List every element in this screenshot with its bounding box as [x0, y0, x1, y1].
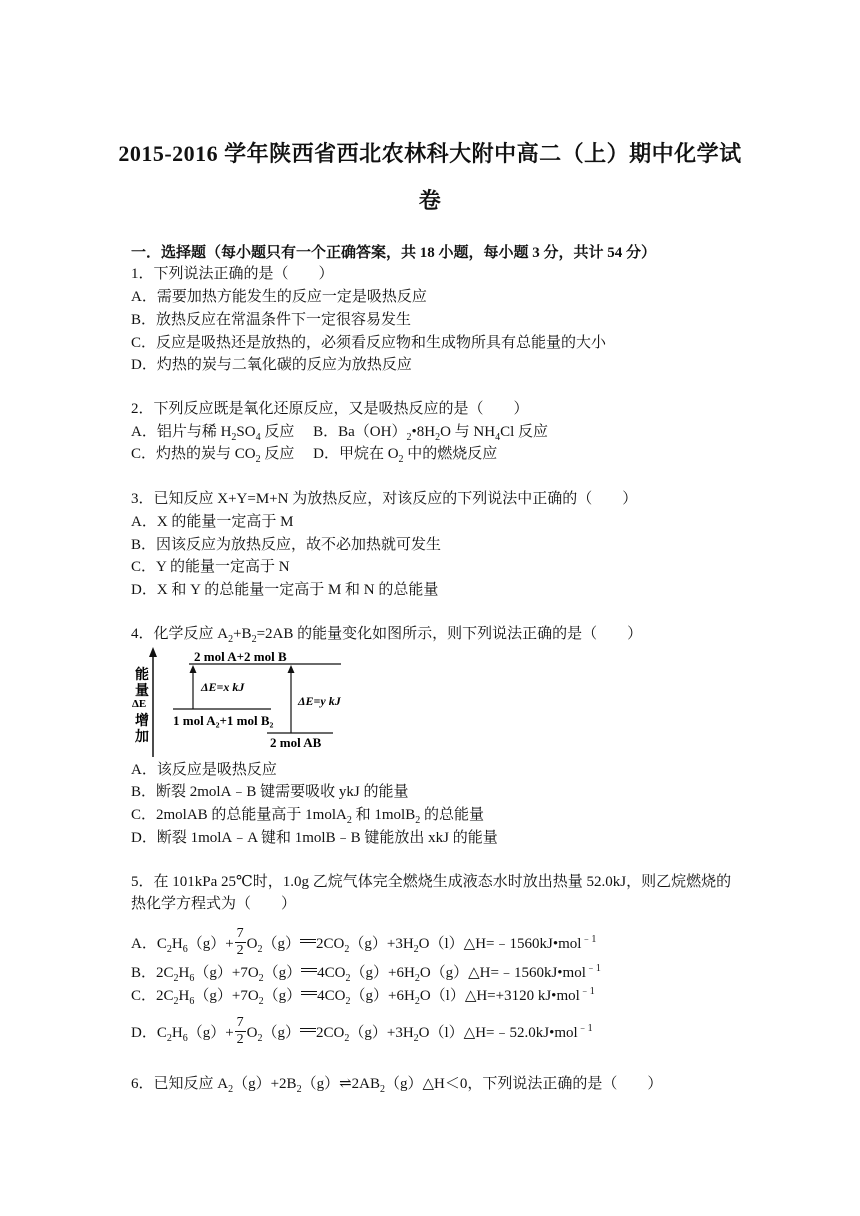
q4-option-d: D．断裂 1molA﹣A 键和 1molB﹣B 键能放出 xkJ 的能量 — [131, 830, 498, 846]
top-level-label: 2 mol A+2 mol B — [194, 649, 287, 664]
axis-char: 量 — [135, 684, 149, 699]
fraction-seven-halves: $\frac{7}{2}$ — [236, 1015, 244, 1047]
q1-option-b: B．放热反应在常温条件下一定很容易发生 — [131, 312, 412, 328]
q3-option-a: A．X 的能量一定高于 M — [131, 514, 294, 530]
equals-sign — [301, 968, 317, 974]
q5-stem-2: 热化学方程式为（ ） — [131, 896, 297, 912]
q1-option-c: C．反应是吸热还是放热的，必须看反应物和生成物所具有总能量的大小 — [131, 335, 607, 351]
equals-sign — [300, 939, 316, 945]
q4-option-b: B．断裂 2molA﹣B 键需要吸收 ykJ 的能量 — [131, 784, 409, 800]
q4-option-c: C．2molAB 的总能量高于 1molA$_2$ 和 1molB$_2$ 的总能量 — [131, 807, 484, 826]
delta-y-label: ΔE=y kJ — [298, 694, 341, 708]
fraction-seven-halves: $\frac{7}{2}$ — [236, 926, 244, 958]
q4-option-a: A．该反应是吸热反应 — [131, 762, 277, 778]
q6-stem: 6．已知反应 $A_2(g)+2B_2(g)\rightleftharpoons 2AB_2(g)\triangle H<0$，下列说法正确的是（ ） — [131, 1076, 663, 1095]
equals-sign — [300, 1028, 316, 1034]
q3-option-b: B．因该反应为放热反应，故不必加热就可发生 — [131, 537, 442, 553]
delta-x-label: ΔE=x kJ — [201, 680, 245, 694]
energy-level-diagram — [131, 645, 371, 757]
q3-stem: 3．已知反应 X+Y=M+N 为放热反应，对该反应的下列说法中正确的（ ） — [131, 491, 638, 507]
q2-options-ab: A．铝片与稀 $H_2SO_4$ 反应 B．$Ba(OH)_2•8H_2O$ 与 $NH_4Cl$ 反应 — [131, 424, 549, 443]
section-heading: 一．选择题（每小题只有一个正确答案，共 18 小题，每小题 3 分，共计 54 分） — [131, 245, 657, 261]
q5-option-a: A．$C_2H_6(g)+$ $\frac{7}{2}$ $O_2(g)$ $2CO_2(g)+3H_2O(l)\triangle H=﹣1560kJ•mol^{﹣1}$ — [131, 926, 597, 958]
q1-stem: 1．下列说法正确的是（ ） — [131, 266, 334, 282]
page-title: 2015-2016 学年陕西省西北农林科大附中高二（上）期中化学试 — [118, 141, 742, 166]
axis-char: 能 — [135, 668, 149, 683]
q2-options-cd: C．灼热的炭与 $CO_2$ 反应 D．甲烷在 $O_2$ 中的燃烧反应 — [131, 446, 498, 465]
axis-char: 加 — [135, 730, 149, 745]
bottom-level-label: 2 mol AB — [270, 735, 322, 750]
axis-char: ΔE — [132, 698, 147, 710]
q4-stem: 4．化学反应 $A_2+B_2=2AB$ 的能量变化如图所示，则下列说法正确的是（ ） — [131, 626, 643, 645]
q5-option-b: B．$2C_2H_6(g)+7O_2(g)$ $4CO_2(g)+6H_2O(g)\triangle H=﹣1560kJ•mol^{﹣1}$ — [131, 963, 601, 984]
q2-stem: 2．下列反应既是氧化还原反应，又是吸热反应的是（ ） — [131, 401, 529, 417]
q5-option-d: D．$C_2H_6(g)+$ $\frac{7}{2}$ $O_2(g)$ $2CO_2(g)+3H_2O(l)\triangle H=﹣52.0kJ•mol^{﹣1}$ — [131, 1015, 593, 1047]
mid-level-label: 1 mol A₂+1 mol B₂ — [173, 713, 274, 728]
q5-stem-1: 5．在 101kPa 25℃时，1.0g 乙烷气体完全燃烧生成液态水时放出热量 52.0kJ，则乙烷燃烧的 — [131, 874, 732, 890]
q3-option-c: C．Y 的能量一定高于 N — [131, 559, 290, 575]
page-title-continued: 卷 — [418, 188, 442, 213]
q5-option-c: C．$2C_2H_6(g)+7O_2(g)$ $4CO_2(g)+6H_2O(l)\triangle H=+3120$ kJ•mol$^{﹣1}$ — [131, 986, 595, 1007]
q3-option-d: D．X 和 Y 的总能量一定高于 M 和 N 的总能量 — [131, 582, 439, 598]
q1-option-a: A．需要加热方能发生的反应一定是吸热反应 — [131, 289, 427, 305]
equals-sign — [301, 991, 317, 997]
q1-option-d: D．灼热的炭与二氧化碳的反应为放热反应 — [131, 357, 412, 373]
axis-char: 增 — [135, 714, 149, 729]
